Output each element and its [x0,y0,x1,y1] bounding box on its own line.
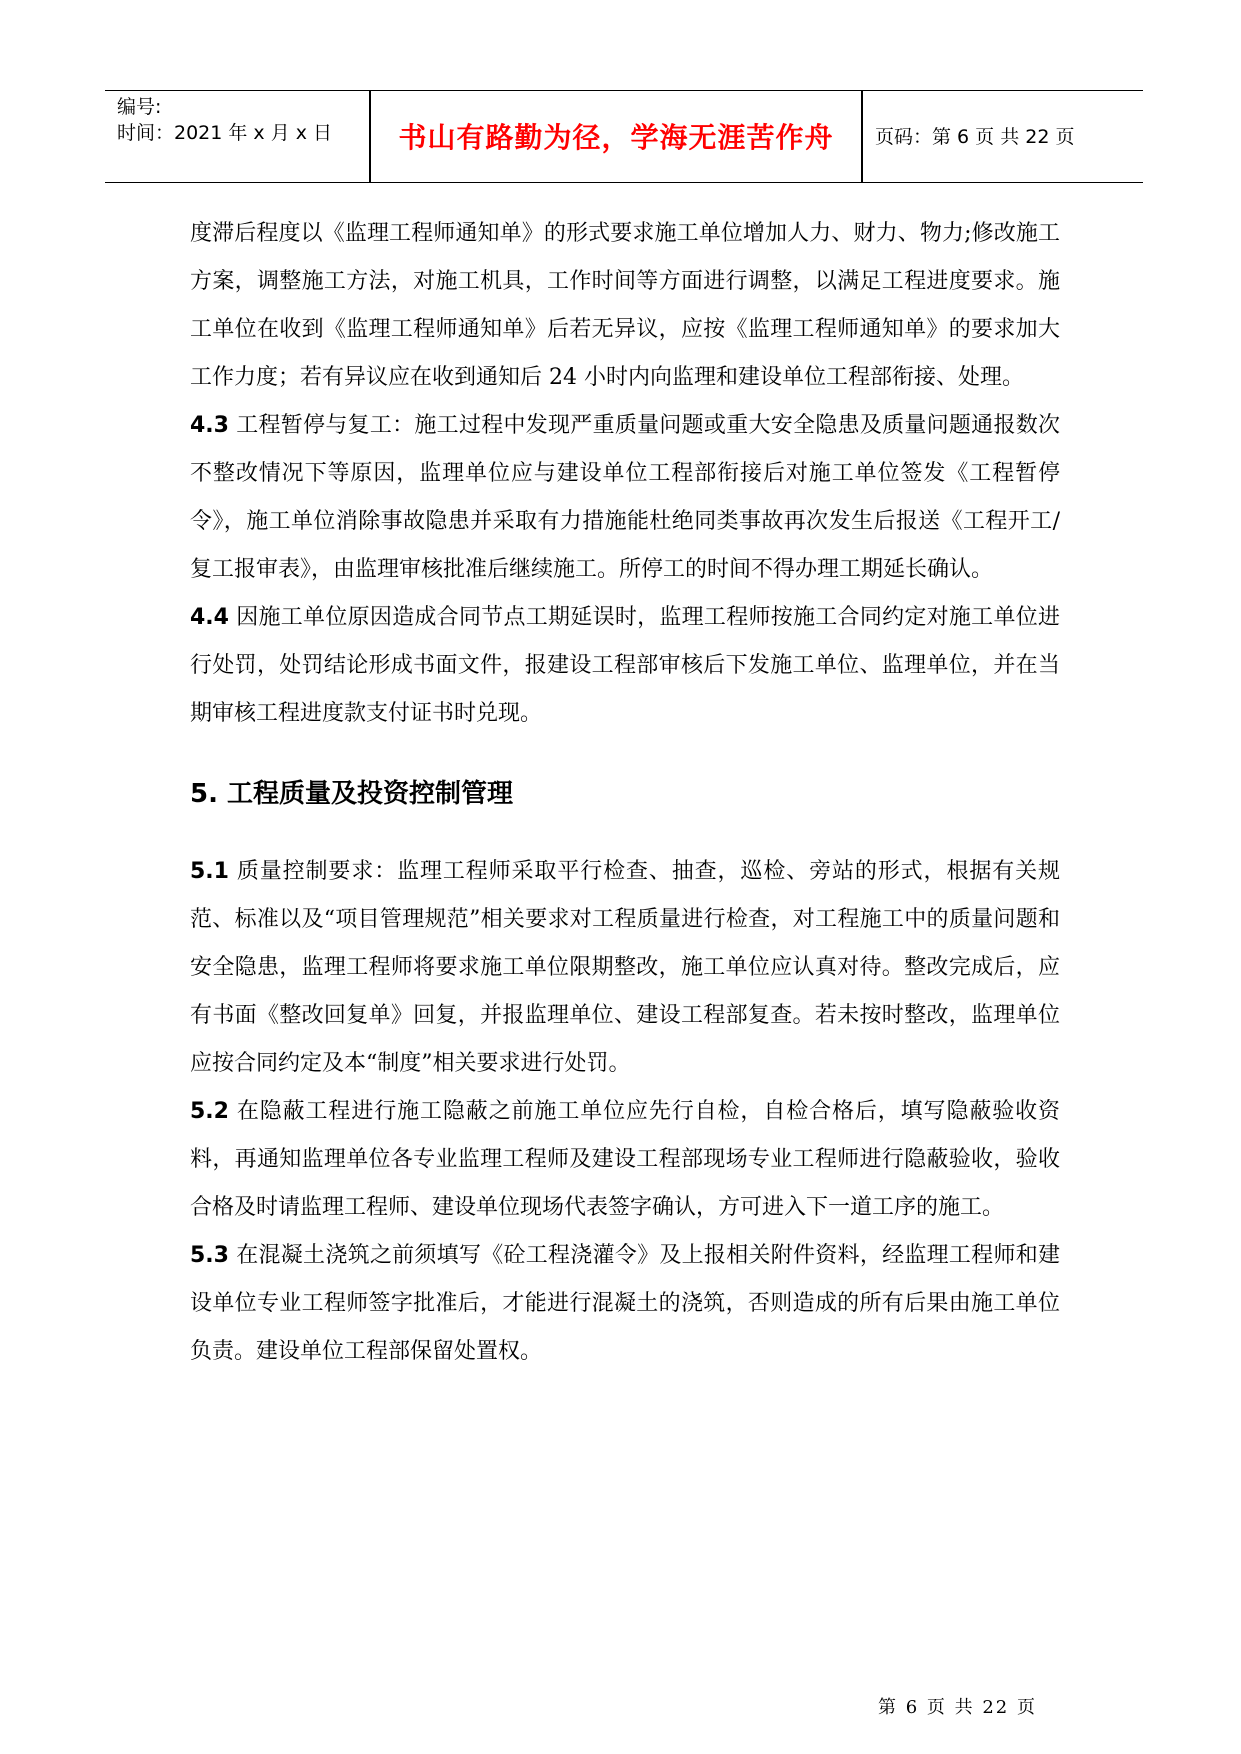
clause-number: 5.1 [190,859,229,884]
paragraph [190,848,1060,1088]
paragraph [190,1232,1060,1376]
clause-number: 5.3 [190,1243,229,1268]
page-header [105,90,1143,183]
clause-number: 5.2 [190,1099,229,1124]
clause-number: 4.4 [190,605,229,630]
paragraph [190,1088,1060,1232]
header-divider [861,91,863,182]
paragraph-text: 在隐蔽工程进行施工隐蔽之前施工单位应先行自检，自检合格后，填写隐蔽验收资料，再通知监理单位各专业监理工程师及建设工程部现场专业工程师进行隐蔽验收，验收合格及时请监理工程师、建设单位现场代表签字确认，方可进入下一道工序的施工。 [190,1099,1060,1220]
section-heading: 5. 工程质量及投资控制管理 [190,779,514,809]
paragraph [190,402,1060,594]
header-page-code: 页码：第 6 页 共 22 页 [875,126,1075,148]
paragraph [190,210,1060,402]
paragraph-text: 工程暂停与复工：施工过程中发现严重质量问题或重大安全隐患及质量问题通报数次不整改情况下等原因，监理单位应与建设单位工程部衔接后对施工单位签发《工程暂停令》，施工单位消除事故隐患并采取有力措施能杜绝同类事故再次发生后报送《工程开工/复工报审表》，由监理审核批准后继续施工。所停工的时间不得办理工期延长确认。 [190,413,1060,582]
paragraph-text: 质量控制要求：监理工程师采取平行检查、抽查，巡检、旁站的形式，根据有关规范、标准以及“项目管理规范”相关要求对工程质量进行检查，对工程施工中的质量问题和安全隐患，监理工程师将要求施工单位限期整改，施工单位应认真对待。整改完成后，应有书面《整改回复单》回复，并报监理单位、建设工程部复查。若未按时整改，监理单位应按合同约定及本“制度”相关要求进行处罚。 [190,859,1060,1076]
clause-number: 4.3 [190,413,229,438]
paragraph-text: 在混凝土浇筑之前须填写《砼工程浇灌令》及上报相关附件资料，经监理工程师和建设单位专业工程师签字批准后，才能进行混凝土的浇筑，否则造成的所有后果由施工单位负责。建设单位工程部保留处置权。 [190,1243,1060,1364]
time-label: 时间：2021 年 x 月 x 日 [117,122,333,144]
serial-label: 编号: [117,96,162,118]
paragraph [190,594,1060,738]
document-body [190,210,1060,1376]
paragraph-text: 因施工单位原因造成合同节点工期延误时，监理工程师按施工合同约定对施工单位进行处罚，处罚结论形成书面文件，报建设工程部审核后下发施工单位、监理单位，并在当期审核工程进度款支付证书时兑现。 [190,605,1060,726]
paragraph-text: 度滞后程度以《监理工程师通知单》的形式要求施工单位增加人力、财力、物力;修改施工方案，调整施工方法，对施工机具，工作时间等方面进行调整，以满足工程进度要求。施工单位在收到《监理工程师通知单》后若无异议，应按《监理工程师通知单》的要求加大工作力度；若有异议应在收到通知后 24 小时内向监理和建设单位工程部衔接、处理。 [190,221,1060,390]
page-footer: 第 6 页 共 22 页 [878,1697,1037,1718]
header-motto: 书山有路勤为径，学海无涯苦作舟 [398,121,834,154]
